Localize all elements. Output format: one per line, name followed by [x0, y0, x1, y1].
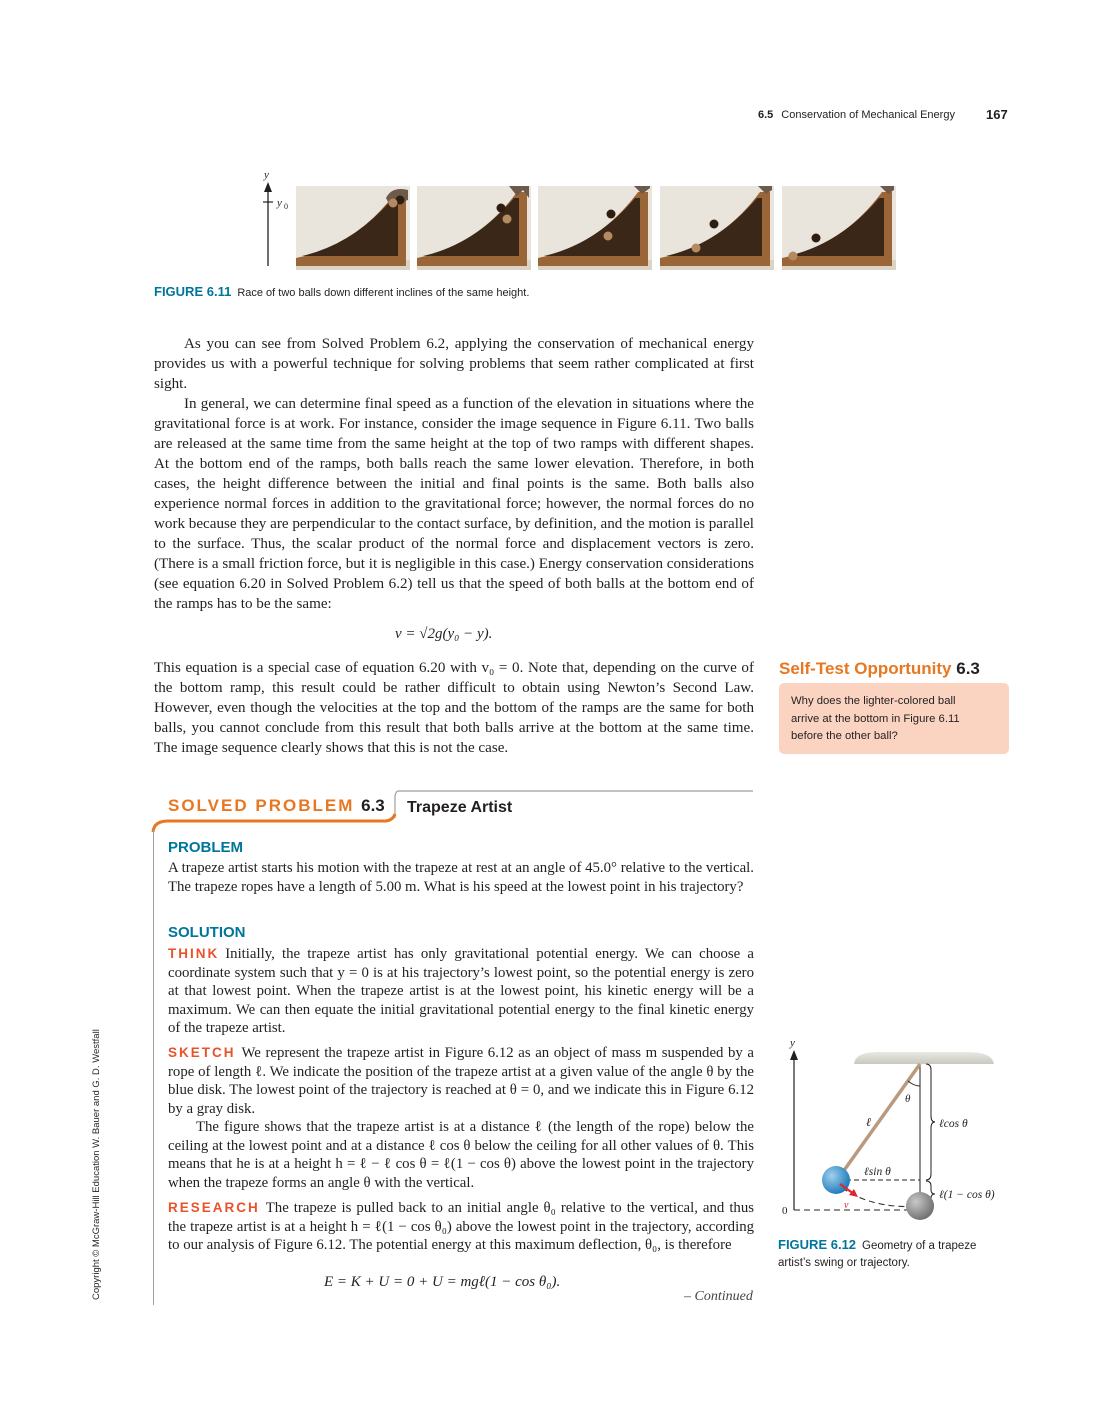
think-text: Initially, the trapeze artist has only gravitational potential energy. We can choose a coordinate system such that y = 0 is at his trajectory’s lowest point, so the potential energy is zero at that lowest point. When the trapeze artist is at the lowest point, his kinetic energy will be a maximum. We can then equate the initial gravitational potential energy to the final kinetic energy of the trapeze artist.: [168, 946, 754, 1036]
sketch-paragraph-2: The figure shows that the trapeze artist is at a distance ℓ (the length of the rope) below the ceiling at the lowest point and at a distance ℓ cos θ below the ceiling for all other values of θ. This means that he is at a height h = ℓ − ℓ cos θ = ℓ(1 − cos θ) above the lowest point in the trajectory when the trapeze forms an angle θ with the vertical.: [168, 1119, 754, 1191]
fig611-y0: y: [277, 197, 282, 209]
section-number: 6.5: [758, 109, 774, 121]
solved-problem-label: [168, 796, 385, 816]
fig612-vel: v⃗: [844, 1200, 857, 1211]
fig611-y0-sub: 0: [284, 202, 288, 211]
fig612-ell-sin: ℓsin θ: [864, 1166, 891, 1178]
ball-dark: [607, 210, 616, 219]
figure-6-12-caption: [778, 1236, 1008, 1272]
solution-heading: SOLUTION: [168, 924, 246, 941]
lowest-point-disk: [906, 1192, 934, 1220]
equation-velocity: v = √2g(y₀ − y).: [395, 626, 493, 642]
research-paragraph: [168, 1199, 754, 1255]
self-test-box: [779, 683, 1009, 754]
caption-text: Race of two balls down different inclines of the same height.: [237, 287, 530, 299]
ball-dark: [497, 204, 506, 213]
fig612-origin: 0: [782, 1205, 788, 1217]
ball-dark: [710, 220, 719, 229]
ramp-photo-4: [660, 186, 774, 270]
copyright-notice: Copyright © McGraw-Hill Education W. Bauer and G. D. Westfall: [91, 1029, 102, 1300]
fig612-ell-cos: ℓcos θ: [939, 1118, 968, 1130]
ramp-photo-2: [417, 186, 531, 270]
ball-light: [789, 252, 798, 261]
caption-label: FIGURE 6.12: [778, 1237, 857, 1252]
ball-light: [604, 232, 613, 241]
ramp-photo-5: [782, 186, 896, 270]
trapeze-artist-disk: [822, 1166, 850, 1194]
fig612-theta: θ: [905, 1093, 911, 1105]
equation-energy: E = K + U = 0 + U = mgℓ(1 − cos θ₀).: [324, 1274, 561, 1290]
ball-dark: [812, 234, 821, 243]
figure-6-12: [778, 1034, 1038, 1226]
ball-light: [389, 199, 398, 208]
research-text: The trapeze is pulled back to an initial angle θ₀ relative to the vertical, and thus the trapeze artist is at a height h = ℓ(1 − cos θ₀) above the lowest point in the trajectory, according to our analysis of Figure 6.12. The potential energy at this maximum deflection, θ₀, is therefore: [168, 1200, 754, 1253]
y-axis-arrow: [255, 168, 295, 272]
caption-text: Geometry of a trapeze artist’s swing or trajectory.: [778, 1240, 977, 1269]
sketch-text: We represent the trapeze artist in Figure 6.12 as an object of mass m suspended by a rope of length ℓ. We indicate the position of the trapeze artist at a given value of the angle θ by the blue disk. The lowest point of the trajectory is reached at θ = 0, and we indicate this in Figure 6.12 by a gray disk.: [168, 1045, 754, 1117]
paragraph-special-case: This equation is a special case of equation 6.20 with v₀ = 0. Note that, depending on the curve of the bottom ramp, this result could be rather difficult to obtain using Newton’s Second Law. However, even though the velocities at the top and the bottom of the ramps are the same for both balls, you cannot conclude from this result that both balls arrive at the bottom at the same time. The image sequence clearly shows that this is not the case.: [154, 660, 754, 756]
research-label: RESEARCH: [168, 1200, 260, 1215]
sketch-label: SKETCH: [168, 1045, 236, 1060]
solved-problem-rule: [153, 830, 154, 1305]
problem-text: A trapeze artist starts his motion with the trapeze at rest at an angle of 45.0° relative to the vertical. The trapeze ropes have a length of 5.00 m. What is his speed at the lowest point in his trajectory?: [168, 860, 754, 895]
figure-6-11-caption: [154, 284, 529, 299]
solved-problem-title: Trapeze Artist: [407, 799, 513, 816]
ramp-photo-1: [296, 186, 410, 270]
fig611-axis-y: y: [264, 169, 269, 181]
page-number: 167: [986, 107, 1008, 122]
ramp-photo-3: [538, 186, 652, 270]
self-test-title: [779, 659, 980, 679]
self-test-number: 6.3: [956, 659, 980, 678]
ball-light: [503, 215, 512, 224]
problem-heading: PROBLEM: [168, 839, 243, 856]
solved-problem-number: 6.3: [361, 796, 385, 815]
fig612-ell: ℓ: [866, 1115, 871, 1129]
continued-note: – Continued: [684, 1289, 753, 1304]
self-test-question: Why does the lighter-colored ball arrive at the bottom in Figure 6.11 before the other ball?: [791, 695, 960, 742]
think-label: THINK: [168, 946, 220, 961]
fig612-axis-y: y: [790, 1037, 795, 1049]
paragraph-intro: As you can see from Solved Problem 6.2, applying the conservation of mechanical energy provides us with a powerful technique for solving problems that seem rather complicated at first sight.: [154, 336, 754, 392]
ball-light: [692, 244, 701, 253]
solved-problem-word: SOLVED PROBLEM: [168, 796, 355, 815]
rope: [840, 1064, 920, 1176]
caption-label: FIGURE 6.11: [154, 284, 232, 299]
self-test-label: Self-Test Opportunity: [779, 659, 952, 678]
fig612-ell-one-minus: ℓ(1 − cos θ): [939, 1189, 995, 1201]
ceiling: [854, 1052, 994, 1064]
section-title: Conservation of Mechanical Energy: [781, 109, 955, 121]
paragraph-general: In general, we can determine final speed as a function of the elevation in situations where the gravitational force is at work. For instance, consider the image sequence in Figure 6.11. Two balls are released at the same time from the same height at the top of two ramps with different shapes. At the bottom end of the ramps, both balls reach the same lower elevation. Therefore, in both cases, the height difference between the initial and final points is the same. Both balls also experience normal forces in addition to the gravitational force; however, the normal forces do no work because they are perpendicular to the contact surface, by definition, and the motion is parallel to the surface. Thus, the scalar product of the normal force and displacement vectors is zero. (There is a small friction force, but it is negligible in this case.) Energy conservation considerations (see equation 6.20 in Solved Problem 6.2) tell us that the speed of both balls at the bottom end of the ramps has to be the same:: [154, 396, 754, 612]
running-head: [758, 109, 955, 121]
sketch-paragraph: [168, 1044, 754, 1118]
think-paragraph: [168, 945, 754, 1038]
